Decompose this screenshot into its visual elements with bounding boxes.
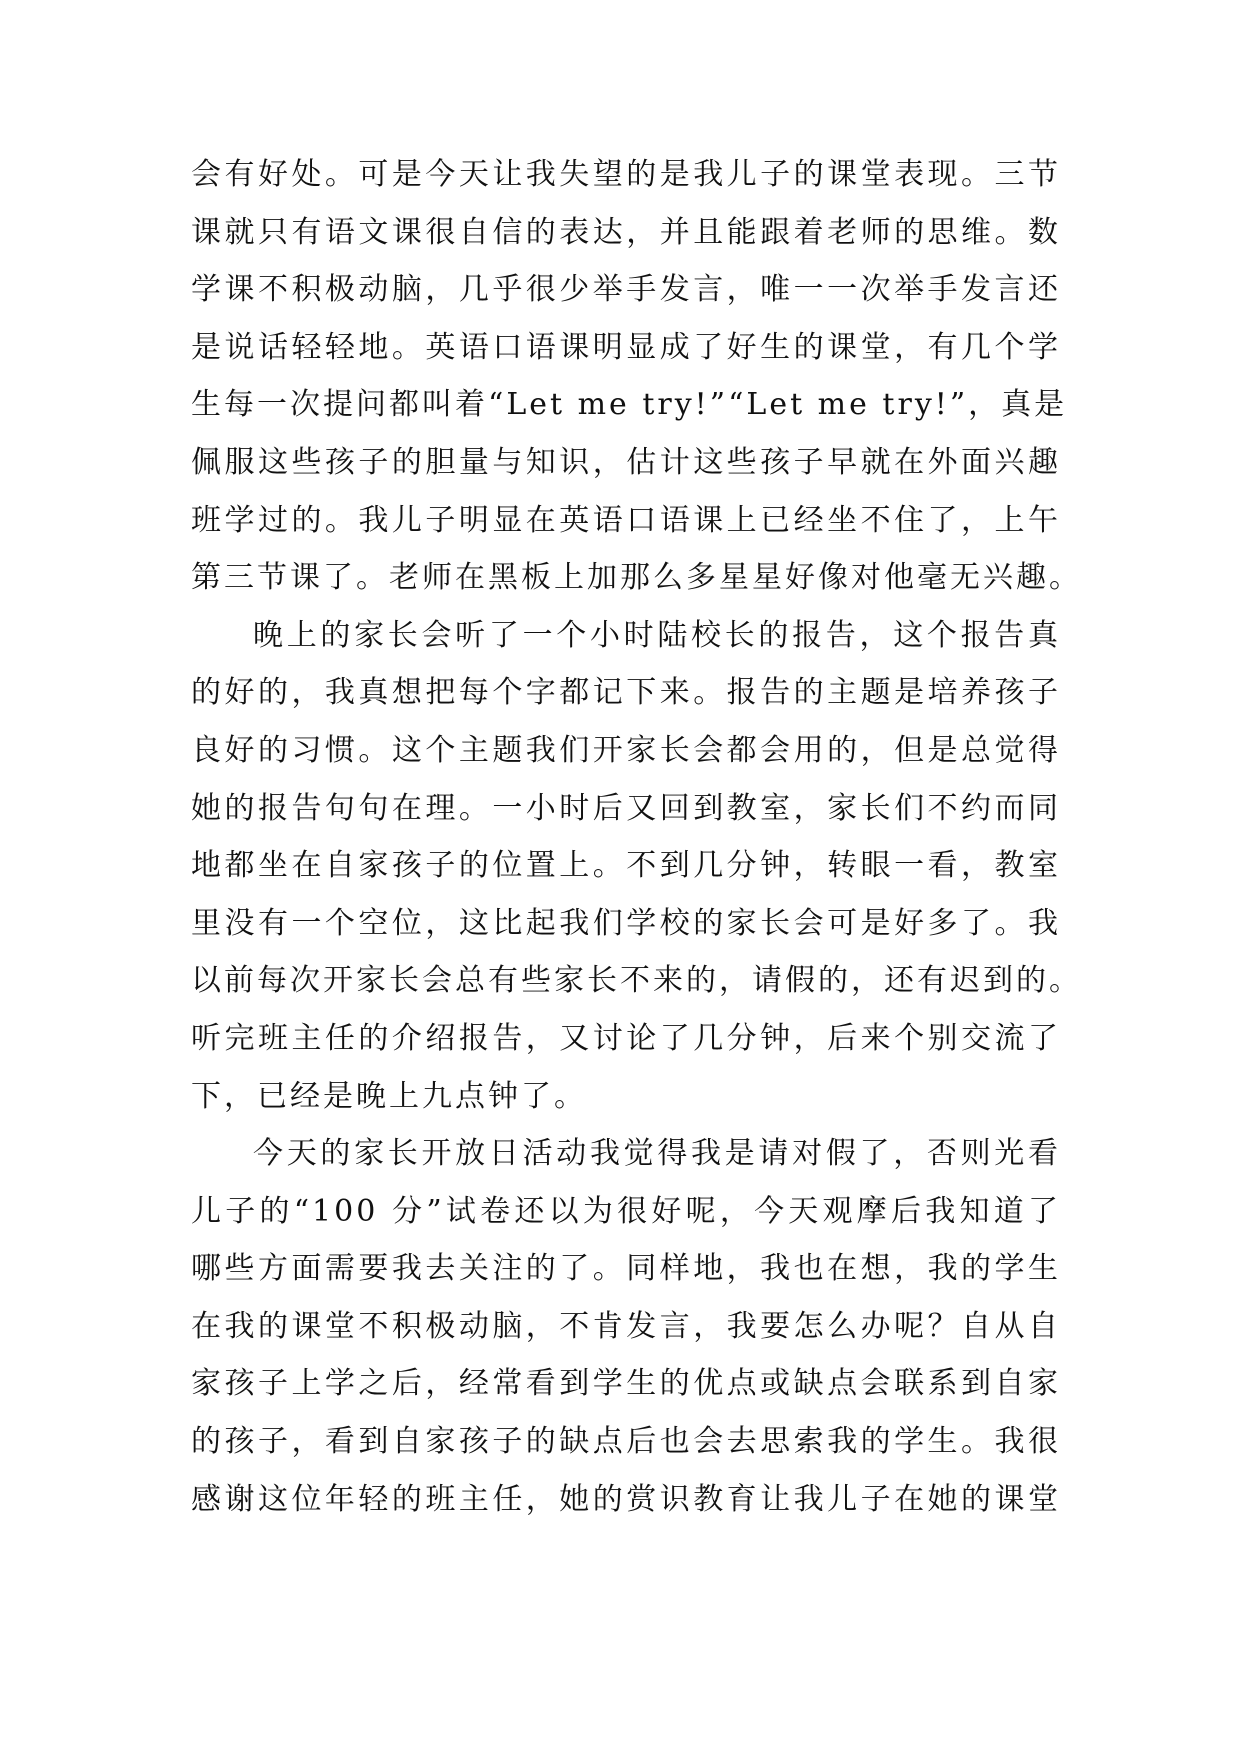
text-line: 地都坐在自家孩子的位置上。不到几分钟，转眼一看，教室 [191,848,1061,884]
text-line: 学课不积极动脑，几乎很少举手发言，唯一一次举手发言还 [191,272,1061,308]
text-line: 里没有一个空位，这比起我们学校的家长会可是好多了。我 [191,905,1061,941]
text-line: 课就只有语文课很自信的表达，并且能跟着老师的思维。数 [191,214,1061,250]
text-line: 会有好处。可是今天让我失望的是我儿子的课堂表现。三节 [191,157,1061,192]
text-line: 儿子的“100 分”试卷还以为很好呢，今天观摩后我知道了 [191,1193,1061,1229]
text-line: 以前每次开家长会总有些家长不来的，请假的，还有迟到的。 [191,963,1082,999]
paragraph-first-line: 晚上的家长会听了一个小时陆校长的报告，这个报告真 [253,617,1061,653]
text-line: 听完班主任的介绍报告，又讨论了几分钟，后来个别交流了 [191,1020,1061,1056]
text-line: 在我的课堂不积极动脑，不肯发言，我要怎么办呢？自从自 [191,1308,1061,1344]
paragraph-last-line: 下，已经是晚上九点钟了。 [191,1078,587,1114]
text-line: 生每一次提问都叫着“Let me try!”“Let me try!”，真是 [191,387,1068,423]
text-line: 佩服这些孩子的胆量与知识，估计这些孩子早就在外面兴趣 [191,444,1061,480]
text-line: 家孩子上学之后，经常看到学生的优点或缺点会联系到自家 [191,1366,1061,1402]
text-line: 哪些方面需要我去关注的了。同样地，我也在想，我的学生 [191,1251,1061,1287]
text-line: 第三节课了。老师在黑板上加那么多星星好像对他毫无兴趣。 [191,560,1082,596]
text-line: 班学过的。我儿子明显在英语口语课上已经坐不住了，上午 [191,502,1061,538]
text-line: 是说话轻轻地。英语口语课明显成了好生的课堂，有几个学 [191,329,1061,365]
paragraph-first-line: 今天的家长开放日活动我觉得我是请对假了，否则光看 [253,1136,1061,1172]
text-line: 的好的，我真想把每个字都记下来。报告的主题是培养孩子 [191,675,1061,711]
text-line: 她的报告句句在理。一小时后又回到教室，家长们不约而同 [191,790,1061,826]
body-text [191,146,1082,1528]
text-line: 良好的习惯。这个主题我们开家长会都会用的，但是总觉得 [191,732,1061,768]
text-line: 感谢这位年轻的班主任，她的赏识教育让我儿子在她的课堂 [191,1481,1061,1517]
text-line: 的孩子，看到自家孩子的缺点后也会去思索我的学生。我很 [191,1424,1061,1460]
